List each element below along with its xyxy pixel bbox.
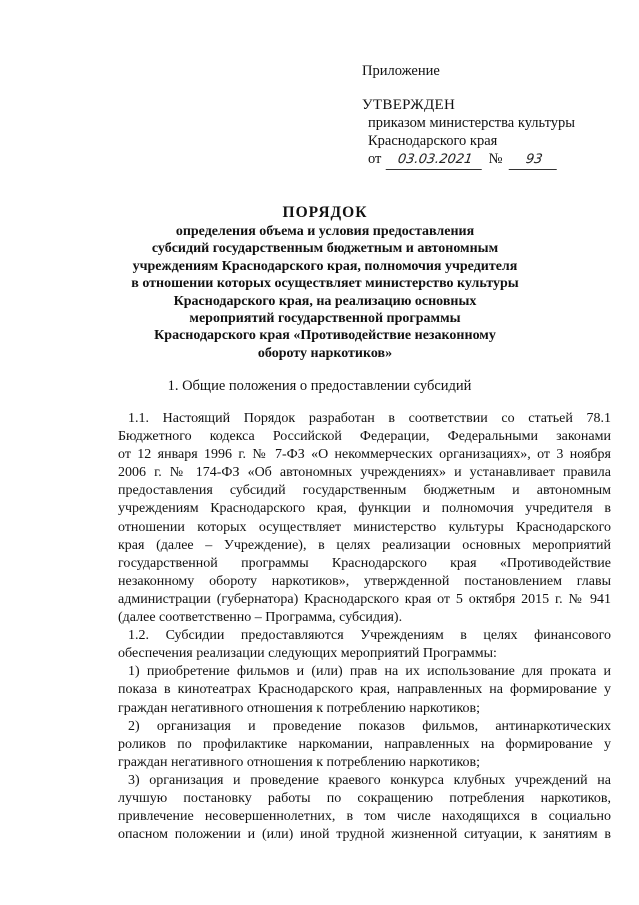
title-line: Краснодарского края, на реализацию основных (173, 293, 477, 309)
text-line: показа в кинотеатрах Краснодарского края, направленных на формирование у (118, 682, 611, 698)
text-line: опасном положении и (или) иной трудной жизненной ситуации, к занятиям в (118, 827, 611, 843)
body-text (118, 410, 611, 844)
handwritten-date: 03.03.2021 (386, 151, 485, 170)
text-line: лучшую постановку работы по сокращению потребления наркотиков, (118, 790, 611, 806)
approval-date-line (362, 150, 622, 170)
text-line: предоставления субсидий государственным бюджетным и автономным (118, 483, 611, 499)
from-prefix: от (368, 151, 382, 167)
document-title (120, 203, 530, 362)
text-line: 3) организация и проведение краевого конкурса клубных учреждений на (128, 772, 611, 788)
approval-block (362, 62, 622, 170)
section-1-title: 1. Общие положения о предоставлении субсидий (167, 378, 472, 394)
text-line: государственной программы Краснодарского края «Противодействие (118, 555, 611, 571)
text-line: (далее соответственно – Программа, субсидия). (118, 610, 403, 626)
text-line: 1) приобретение фильмов и (или) прав на их использование для проката и (128, 664, 611, 680)
text-line: граждан негативного отношения к потреблению наркотиков; (118, 754, 481, 770)
title-line: учреждениям Краснодарского края, полномочия учредителя (132, 258, 518, 274)
text-line: 2006 г. № 174-ФЗ «Об автономных учреждениях» и устанавливает правила (118, 465, 611, 481)
text-line: 2) организация и проведение показов фильмов, антинаркотических (128, 718, 611, 734)
text-line: обеспечения реализации следующих мероприятий Программы: (118, 646, 497, 662)
text-line: отношении которых осуществляет министерство культуры Краснодарского (118, 519, 611, 535)
text-line: края (далее – Учреждение), в целях реализации основных мероприятий (118, 537, 611, 553)
text-line: роликов по профилактике наркомании, направленных на формирование у (118, 736, 611, 752)
number-sign: № (488, 151, 503, 167)
title-line: мероприятий государственной программы (189, 311, 461, 327)
approval-region-line: Краснодарского края (368, 133, 498, 149)
approval-order-line: приказом министерства культуры (368, 115, 575, 131)
text-line: 1.1. Настоящий Порядок разработан в соответствии со статьей 78.1 (128, 411, 611, 426)
title-line: субсидий государственным бюджетным и автономным (151, 241, 499, 257)
text-line: незаконному обороту наркотиков», утвержденной постановлением главы (118, 573, 611, 589)
text-line: граждан негативного отношения к потреблению наркотиков; (118, 700, 481, 716)
approved-label: УТВЕРЖДЕН (362, 97, 456, 113)
text-line: администрации (губернатора) Краснодарского края от 5 октября 2015 г. № 941 (118, 591, 611, 607)
title-line: Краснодарского края «Противодействие незаконному (154, 328, 496, 344)
title-line: определения объема и условия предоставления (175, 224, 475, 239)
attachment-label: Приложение (362, 63, 440, 79)
handwritten-number: 93 (509, 151, 560, 170)
text-line: от 12 января 1996 г. № 7-ФЗ «О некоммерческих организациях», от 3 ноября (118, 447, 611, 463)
text-line: 1.2. Субсидии предоставляются Учреждениям в целях финансового (128, 628, 611, 644)
text-line: привлечение несовершеннолетних, в том числе находящихся в социально (118, 809, 611, 825)
title-line: обороту наркотиков» (257, 345, 393, 361)
text-line: учреждениям Краснодарского края, функции и полномочия учредителя в (118, 501, 611, 517)
title-main: ПОРЯДОК (282, 204, 368, 221)
title-line: в отношении которых осуществляет министерство культуры (131, 276, 519, 292)
text-line: Бюджетного кодекса Российской Федерации, Федеральными законами (118, 429, 611, 445)
